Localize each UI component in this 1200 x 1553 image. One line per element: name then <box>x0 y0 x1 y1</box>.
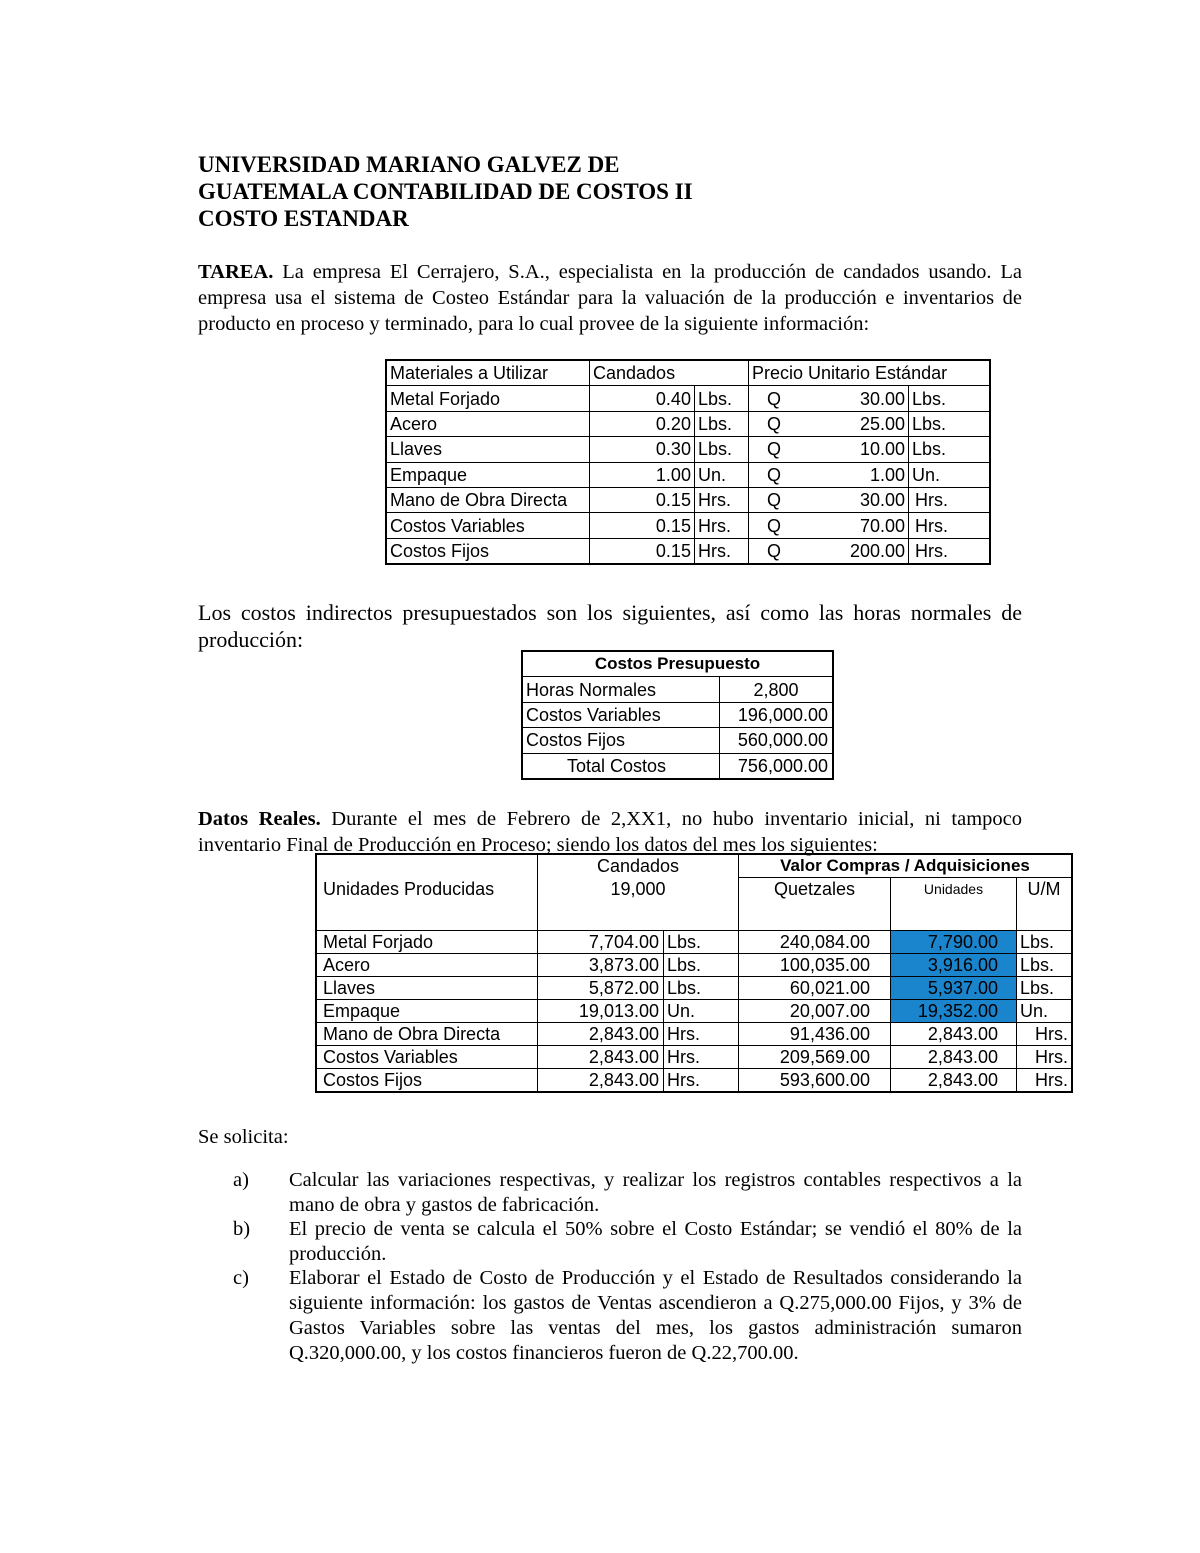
unit-cell: Hrs. <box>694 487 748 512</box>
sub-um: U/M <box>1017 878 1073 931</box>
header-compras: Valor Compras / Adquisiciones <box>739 854 1073 878</box>
unit-cell: Hrs. <box>694 538 748 564</box>
table-row <box>386 437 990 462</box>
qty-cell: 0.30 <box>590 437 695 462</box>
item-cell: Empaque <box>316 999 538 1022</box>
empty-cell <box>316 854 538 878</box>
unit-cell: Lbs. <box>694 386 748 411</box>
units-cell-highlighted: 19,352.00 <box>891 999 1017 1022</box>
total-value-cell: 756,000.00 <box>720 753 834 779</box>
value-cell: 593,600.00 <box>739 1068 891 1092</box>
table-row <box>316 1045 1072 1068</box>
budget-intro-line-2: producción: <box>198 627 304 652</box>
budget-table <box>521 650 834 780</box>
price-unit-cell: Lbs. <box>909 437 991 462</box>
units-produced-label: Unidades Producidas <box>316 878 538 931</box>
item-cell: Mano de Obra Directa <box>316 1022 538 1045</box>
list-item-text: El precio de venta se calcula el 50% sobre el Costo Estándar; se vendió el 80% de la producción. <box>289 1218 1022 1265</box>
price-unit-cell: Lbs. <box>909 386 991 411</box>
price-unit-cell: Un. <box>909 462 991 487</box>
units-cell: 2,843.00 <box>891 1022 1017 1045</box>
header-candados: Candados <box>538 854 739 878</box>
table-row <box>386 386 990 411</box>
total-label-cell: Total Costos <box>522 753 720 779</box>
real-intro <box>198 806 1022 858</box>
item-cell: Acero <box>316 953 538 976</box>
currency-cell: Q <box>749 437 809 462</box>
table-row <box>522 753 833 779</box>
table-row <box>316 953 1072 976</box>
list-item-label: c) <box>233 1267 249 1289</box>
unit-cell: Hrs. <box>664 1068 739 1092</box>
item-cell: Costos Fijos <box>316 1068 538 1092</box>
qty-cell: 19,013.00 <box>538 999 664 1022</box>
table-row <box>316 1022 1072 1045</box>
intro-line-2: empresa usa el sistema de Costeo Estándar para la valuación de la producción e inventarios de <box>198 287 1022 309</box>
budget-intro-line-1: Los costos indirectos presupuestados son los siguientes, así como las horas normales de <box>198 600 1022 625</box>
sub-unidades: Unidades <box>891 878 1017 931</box>
units-cell: 2,843.00 <box>891 1068 1017 1092</box>
intro-line-1: La empresa El Cerrajero, S.A., especialista en la producción de candados usando. La <box>273 261 1022 283</box>
item-cell: Acero <box>386 411 590 436</box>
qty-cell: 2,843.00 <box>538 1068 664 1092</box>
list-item-label: b) <box>233 1218 251 1240</box>
unit-cell: Lbs. <box>664 976 739 999</box>
units-cell-highlighted: 7,790.00 <box>891 930 1017 953</box>
header-candados: Candados <box>590 360 749 386</box>
um-cell: Hrs. <box>1017 1068 1073 1092</box>
budget-title: Costos Presupuesto <box>522 651 833 677</box>
item-cell: Mano de Obra Directa <box>386 487 590 512</box>
unit-cell: Un. <box>664 999 739 1022</box>
label-cell: Costos Fijos <box>522 728 720 753</box>
item-cell: Metal Forjado <box>386 386 590 411</box>
table-row <box>386 513 990 538</box>
real-intro-line-2: inventario Final de Producción en Proceso; siendo los datos del mes los siguientes: <box>198 834 878 856</box>
qty-cell: 0.15 <box>590 487 695 512</box>
units-produced-value: 19,000 <box>538 878 739 931</box>
value-cell: 91,436.00 <box>739 1022 891 1045</box>
header-course: GUATEMALA CONTABILIDAD DE COSTOS II <box>198 179 693 204</box>
value-cell: 560,000.00 <box>720 728 834 753</box>
sub-quetzales: Quetzales <box>739 878 891 931</box>
price-unit-cell: Hrs. <box>909 487 991 512</box>
table-row <box>386 487 990 512</box>
qty-cell: 5,872.00 <box>538 976 664 999</box>
request-title: Se solicita: <box>198 1126 289 1148</box>
standards-table <box>385 359 991 565</box>
price-unit-cell: Hrs. <box>909 513 991 538</box>
units-cell: 2,843.00 <box>891 1045 1017 1068</box>
qty-cell: 2,843.00 <box>538 1022 664 1045</box>
unit-cell: Hrs. <box>694 513 748 538</box>
table-row <box>316 999 1072 1022</box>
table-row <box>522 728 833 753</box>
unit-cell: Lbs. <box>664 930 739 953</box>
price-cell: 70.00 <box>808 513 909 538</box>
list-item-text: Elaborar el Estado de Costo de Producción y el Estado de Resultados considerando la siguiente información: los gastos de Ventas ascendieron a Q.275,000.00 Fijos, y 3% de Gastos Variables sobre las ventas del mes, los gastos administración sumaron Q.320,000.00, y los costos financieros fueron de Q.22,700.00. <box>289 1267 1022 1364</box>
price-unit-cell: Hrs. <box>909 538 991 564</box>
table-header-row <box>522 651 833 677</box>
table-row <box>386 538 990 564</box>
qty-cell: 7,704.00 <box>538 930 664 953</box>
table-row <box>316 930 1072 953</box>
price-cell: 30.00 <box>808 386 909 411</box>
real-data-table <box>315 853 1073 1093</box>
intro-paragraph <box>198 259 1022 337</box>
qty-cell: 3,873.00 <box>538 953 664 976</box>
item-cell: Costos Variables <box>386 513 590 538</box>
unit-cell: Un. <box>694 462 748 487</box>
value-cell: 2,800 <box>720 677 834 702</box>
qty-cell: 0.40 <box>590 386 695 411</box>
real-intro-label: Datos Reales. <box>198 808 321 830</box>
item-cell: Empaque <box>386 462 590 487</box>
unit-cell: Hrs. <box>664 1022 739 1045</box>
price-cell: 30.00 <box>808 487 909 512</box>
qty-cell: 2,843.00 <box>538 1045 664 1068</box>
table-subheader-row <box>316 878 1072 931</box>
table-row <box>522 702 833 727</box>
table-row <box>522 677 833 702</box>
qty-cell: 0.20 <box>590 411 695 436</box>
table-row <box>316 1068 1072 1092</box>
um-cell: Hrs. <box>1017 1022 1073 1045</box>
value-cell: 240,084.00 <box>739 930 891 953</box>
budget-intro <box>198 599 1022 653</box>
currency-cell: Q <box>749 487 809 512</box>
item-cell: Costos Variables <box>316 1045 538 1068</box>
price-unit-cell: Lbs. <box>909 411 991 436</box>
value-cell: 60,021.00 <box>739 976 891 999</box>
intro-label: TAREA. <box>198 261 274 283</box>
intro-line-3: producto en proceso y terminado, para lo cual provee de la siguiente información: <box>198 313 870 335</box>
label-cell: Horas Normales <box>522 677 720 702</box>
qty-cell: 0.15 <box>590 513 695 538</box>
value-cell: 100,035.00 <box>739 953 891 976</box>
price-cell: 1.00 <box>808 462 909 487</box>
currency-cell: Q <box>749 513 809 538</box>
price-cell: 25.00 <box>808 411 909 436</box>
item-cell: Llaves <box>386 437 590 462</box>
um-cell: Un. <box>1017 999 1073 1022</box>
table-header-row <box>316 854 1072 878</box>
header-price: Precio Unitario Estándar <box>749 360 991 386</box>
list-item-label: a) <box>233 1169 249 1191</box>
table-row <box>316 976 1072 999</box>
label-cell: Costos Variables <box>522 702 720 727</box>
unit-cell: Hrs. <box>664 1045 739 1068</box>
units-cell-highlighted: 3,916.00 <box>891 953 1017 976</box>
um-cell: Hrs. <box>1017 1045 1073 1068</box>
value-cell: 196,000.00 <box>720 702 834 727</box>
header-materials: Materiales a Utilizar <box>386 360 590 386</box>
currency-cell: Q <box>749 411 809 436</box>
currency-cell: Q <box>749 538 809 564</box>
um-cell: Lbs. <box>1017 953 1073 976</box>
header-topic: COSTO ESTANDAR <box>198 206 409 231</box>
price-cell: 10.00 <box>808 437 909 462</box>
um-cell: Lbs. <box>1017 976 1073 999</box>
currency-cell: Q <box>749 462 809 487</box>
header-university: UNIVERSIDAD MARIANO GALVEZ DE <box>198 152 620 177</box>
item-cell: Metal Forjado <box>316 930 538 953</box>
item-cell: Costos Fijos <box>386 538 590 564</box>
value-cell: 209,569.00 <box>739 1045 891 1068</box>
table-header-row <box>386 360 990 386</box>
table-row <box>386 462 990 487</box>
qty-cell: 0.15 <box>590 538 695 564</box>
table-row <box>386 411 990 436</box>
um-cell: Lbs. <box>1017 930 1073 953</box>
currency-cell: Q <box>749 386 809 411</box>
price-cell: 200.00 <box>808 538 909 564</box>
item-cell: Llaves <box>316 976 538 999</box>
unit-cell: Lbs. <box>694 437 748 462</box>
real-intro-line-1: Durante el mes de Febrero de 2,XX1, no hubo inventario inicial, ni tampoco <box>320 808 1022 830</box>
unit-cell: Lbs. <box>694 411 748 436</box>
list-item-text: Calcular las variaciones respectivas, y realizar los registros contables respectivos a la mano de obra y gastos de fabricación. <box>289 1169 1022 1216</box>
unit-cell: Lbs. <box>664 953 739 976</box>
value-cell: 20,007.00 <box>739 999 891 1022</box>
qty-cell: 1.00 <box>590 462 695 487</box>
units-cell-highlighted: 5,937.00 <box>891 976 1017 999</box>
